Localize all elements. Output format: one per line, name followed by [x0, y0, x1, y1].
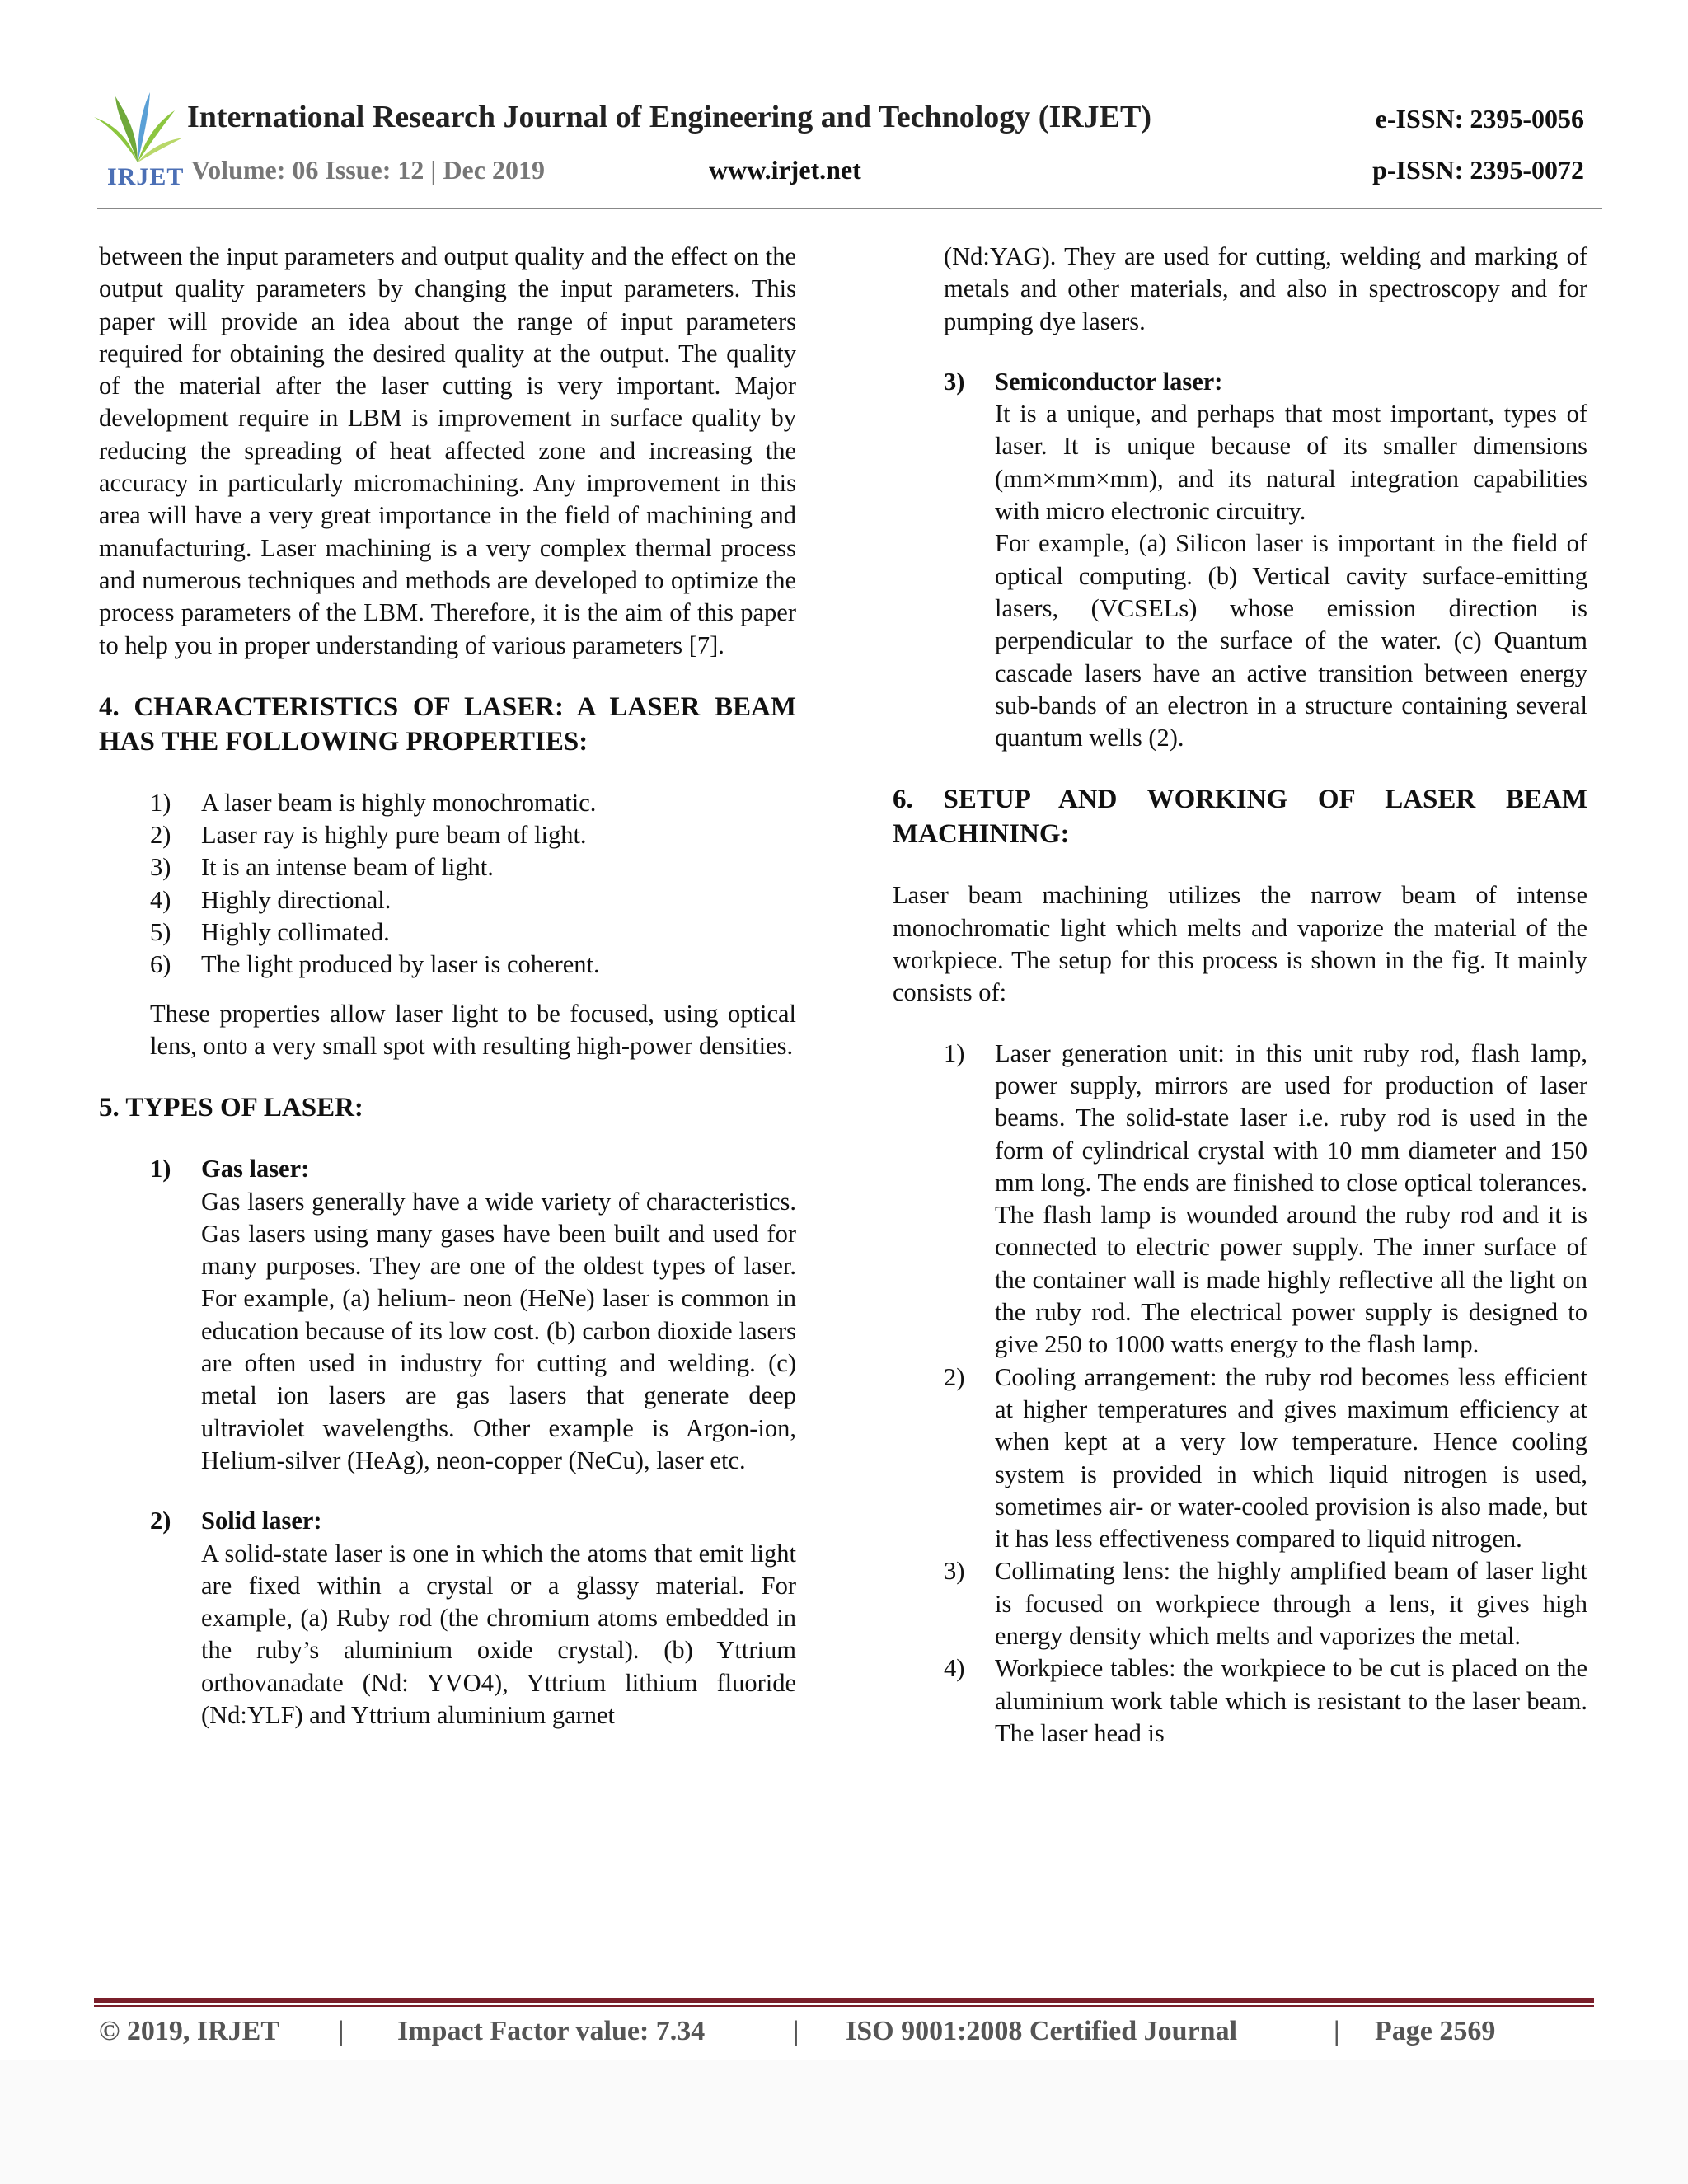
solid-laser-title: Solid laser:	[201, 1507, 322, 1535]
list-item: 2) Laser ray is highly pure beam of light.	[150, 821, 587, 850]
irjet-logo	[92, 92, 183, 191]
list-item: 4) Workpiece tables: the workpiece to be cut is placed on the aluminium work table which is resistant to the laser beam. The laser head is	[944, 1654, 1587, 1747]
page-footer	[99, 2016, 1599, 2057]
list-item: 6) The light produced by laser is coherent.	[150, 950, 600, 979]
journal-title: International Research Journal of Engineering and Technology (IRJET)	[187, 100, 1152, 134]
iso-certification: ISO 9001:2008 Certified Journal	[846, 2016, 1238, 2046]
gas-laser-text: Gas lasers generally have a wide variety of characteristics. Gas lasers using many gases have been built and used for many purposes. They are one of the oldest types of laser. For example, (a) helium- neon (HeNe) laser is common in education because of its low cost. (b) carbon dioxide lasers are often used in industry for cutting and welding. (c) metal ion lasers are gas lasers that generate deep ultraviolet wavelengths. Other example is Argon-ion, Helium-silver (HeAg), neon-copper (NeCu), laser etc.	[201, 1187, 796, 1474]
semiconductor-laser-title: Semiconductor laser:	[995, 367, 1223, 396]
solid-laser-continued: (Nd:YAG). They are used for cutting, welding and marking of metals and other materials, and also in spectroscopy and for pumping dye lasers.	[944, 242, 1587, 335]
setup-list	[944, 1038, 1587, 1750]
list-item: 1) A laser beam is highly monochromatic.	[150, 788, 597, 817]
gas-laser-title: Gas laser:	[201, 1155, 310, 1183]
footer-separator: |	[1334, 2016, 1340, 2046]
pissn: p-ISSN: 2395-0072	[1372, 155, 1584, 185]
setup-intro: Laser beam machining utilizes the narrow beam of intense monochromatic light which melts and vaporize the material of the workpiece. The setup for this process is shown in the fig. It mainly consists of:	[893, 881, 1587, 1007]
properties-list	[150, 787, 796, 982]
properties-note: These properties allow laser light to be focused, using optical lens, onto a very small spot with resulting high-power densities.	[150, 999, 796, 1060]
section-5-heading: 5. TYPES OF LASER:	[99, 1093, 363, 1123]
right-column	[893, 241, 1587, 1750]
footer-background	[0, 2060, 1688, 2184]
semiconductor-laser-example: For example, (a) Silicon laser is important in the field of optical computing. (b) Vertical cavity surface-emitting lasers, (VCSELs) whose emission direction is perpendicular to the surface of the water. (c) Quantum cascade lasers have an active transition between energy sub-bands of an electron in a structure containing several quantum wells (2).	[995, 529, 1587, 752]
journal-website: www.irjet.net	[709, 155, 861, 185]
footer-separator: |	[793, 2016, 799, 2046]
footer-divider-thin	[94, 2005, 1594, 2007]
impact-factor: Impact Factor value: 7.34	[397, 2016, 706, 2046]
copyright: © 2019, IRJET	[99, 2016, 280, 2046]
list-item: 5) Highly collimated.	[150, 918, 390, 947]
intro-paragraph: between the input parameters and output quality and the effect on the output quality parameters by changing the input parameters. This paper will provide an idea about the range of input parameters required for obtaining the desired quality at the output. The quality of the material after the laser cutting is very important. Major development require in LBM is improvement in surface quality by reducing the spreading of heat affected zone and increasing the accuracy in particularly micromachining. Any improvement in this area will have a very great importance in the field of machining and manufacturing. Laser machining is a very complex thermal process and numerous techniques and methods are developed to optimize the process parameters of the LBM. Therefore, it is the aim of this paper to help you in proper understanding of various parameters [7].	[99, 242, 796, 659]
footer-separator: |	[338, 2016, 345, 2046]
volume-issue: Volume: 06 Issue: 12 | Dec 2019	[191, 155, 545, 185]
solid-laser-text: A solid-state laser is one in which the atoms that emit light are fixed within a crystal or a glassy material. For example, (a) Ruby rod (the chromium atoms embedded in the ruby’s aluminium oxide crystal). (b) Yttrium orthovanadate (Nd: YVO4), Yttrium lithium fluoride (Nd:YLF) and Yttrium aluminium garnet	[201, 1539, 796, 1729]
semiconductor-laser-text: It is a unique, and perhaps that most important, types of laser. It is unique because of its smaller dimensions (mm×mm×mm), and its natural integration capabilities with micro electronic circuitry.	[995, 400, 1587, 526]
header-divider	[97, 208, 1602, 209]
solid-laser-item: 2) Solid laser: A solid-state laser is one in which the atoms that emit light are fixed within a crystal or a glassy material. For example, (a) Ruby rod (the chromium atoms embedded in the ruby’s aluminium oxide crystal). (b) Yttrium orthovanadate (Nd: YVO4), Yttrium lithium fluoride (Nd:YLF) and Yttrium aluminium garnet	[150, 1505, 796, 1732]
page-number: Page 2569	[1375, 2016, 1496, 2046]
left-column	[99, 241, 796, 1732]
footer-divider	[94, 1998, 1594, 2003]
gas-laser-item: 1) Gas laser: Gas lasers generally have a wide variety of characteristics. Gas lasers using many gases have been built and used for many purposes. They are one of the oldest types of laser. For example, (a) helium- neon (HeNe) laser is common in education because of its low cost. (b) carbon dioxide lasers are often used in industry for cutting and welding. (c) metal ion lasers are gas lasers that generate deep ultraviolet wavelengths. Other example is Argon-ion, Helium-silver (HeAg), neon-copper (NeCu), laser etc.	[150, 1153, 796, 1477]
list-item: 3) Collimating lens: the highly amplified beam of laser light is focused on workpiece through a lens, it gives high energy density which melts and vaporizes the metal.	[944, 1557, 1587, 1650]
semiconductor-laser-item: 3) Semiconductor laser: It is a unique, and perhaps that most important, types of laser. It is unique because of its smaller dimensions (mm×mm×mm), and its natural integration capabilities with micro electronic circuitry. For example, (a) Silicon laser is important in the field of optical computing. (b) Vertical cavity surface-emitting lasers, (VCSELs) whose emission direction is perpendicular to the surface of the water. (c) Quantum cascade lasers have an active transition between energy sub-bands of an electron in a structure containing several quantum wells (2).	[944, 366, 1587, 755]
section-4-heading: 4. CHARACTERISTICS OF LASER: A LASER BEAM HAS THE FOLLOWING PROPERTIES:	[99, 691, 796, 757]
list-item: 2) Cooling arrangement: the ruby rod becomes less efficient at higher temperatures and gives maximum efficiency at when kept at a very low temperature. Hence cooling system is provided in which liquid nitrogen is used, sometimes air- or water-cooled provision is also made, but it has less effectiveness compared to liquid nitrogen.	[944, 1362, 1587, 1554]
list-item: 4) Highly directional.	[150, 885, 392, 914]
eissn: e-ISSN: 2395-0056	[1375, 104, 1584, 134]
logo-text: IRJET	[107, 163, 185, 190]
list-item: 3) It is an intense beam of light.	[150, 853, 494, 882]
section-6-heading: 6. SETUP AND WORKING OF LASER BEAM MACHINING:	[893, 785, 1587, 850]
list-item: 1) Laser generation unit: in this unit ruby rod, flash lamp, power supply, mirrors are used for production of laser beams. The solid-state laser i.e. ruby rod is used in the form of cylindrical crystal with 10 mm diameter and 150 mm long. The ends are finished to close optical tolerances. The flash lamp is wounded around the ruby rod and it is connected to electric power supply. The inner surface of the container wall is made highly reflective all the light on the ruby rod. The electrical power supply is designed to give 250 to 1000 watts energy to the flash lamp.	[944, 1038, 1587, 1359]
leaf-logo-icon	[92, 92, 183, 166]
page-header	[92, 92, 1601, 216]
